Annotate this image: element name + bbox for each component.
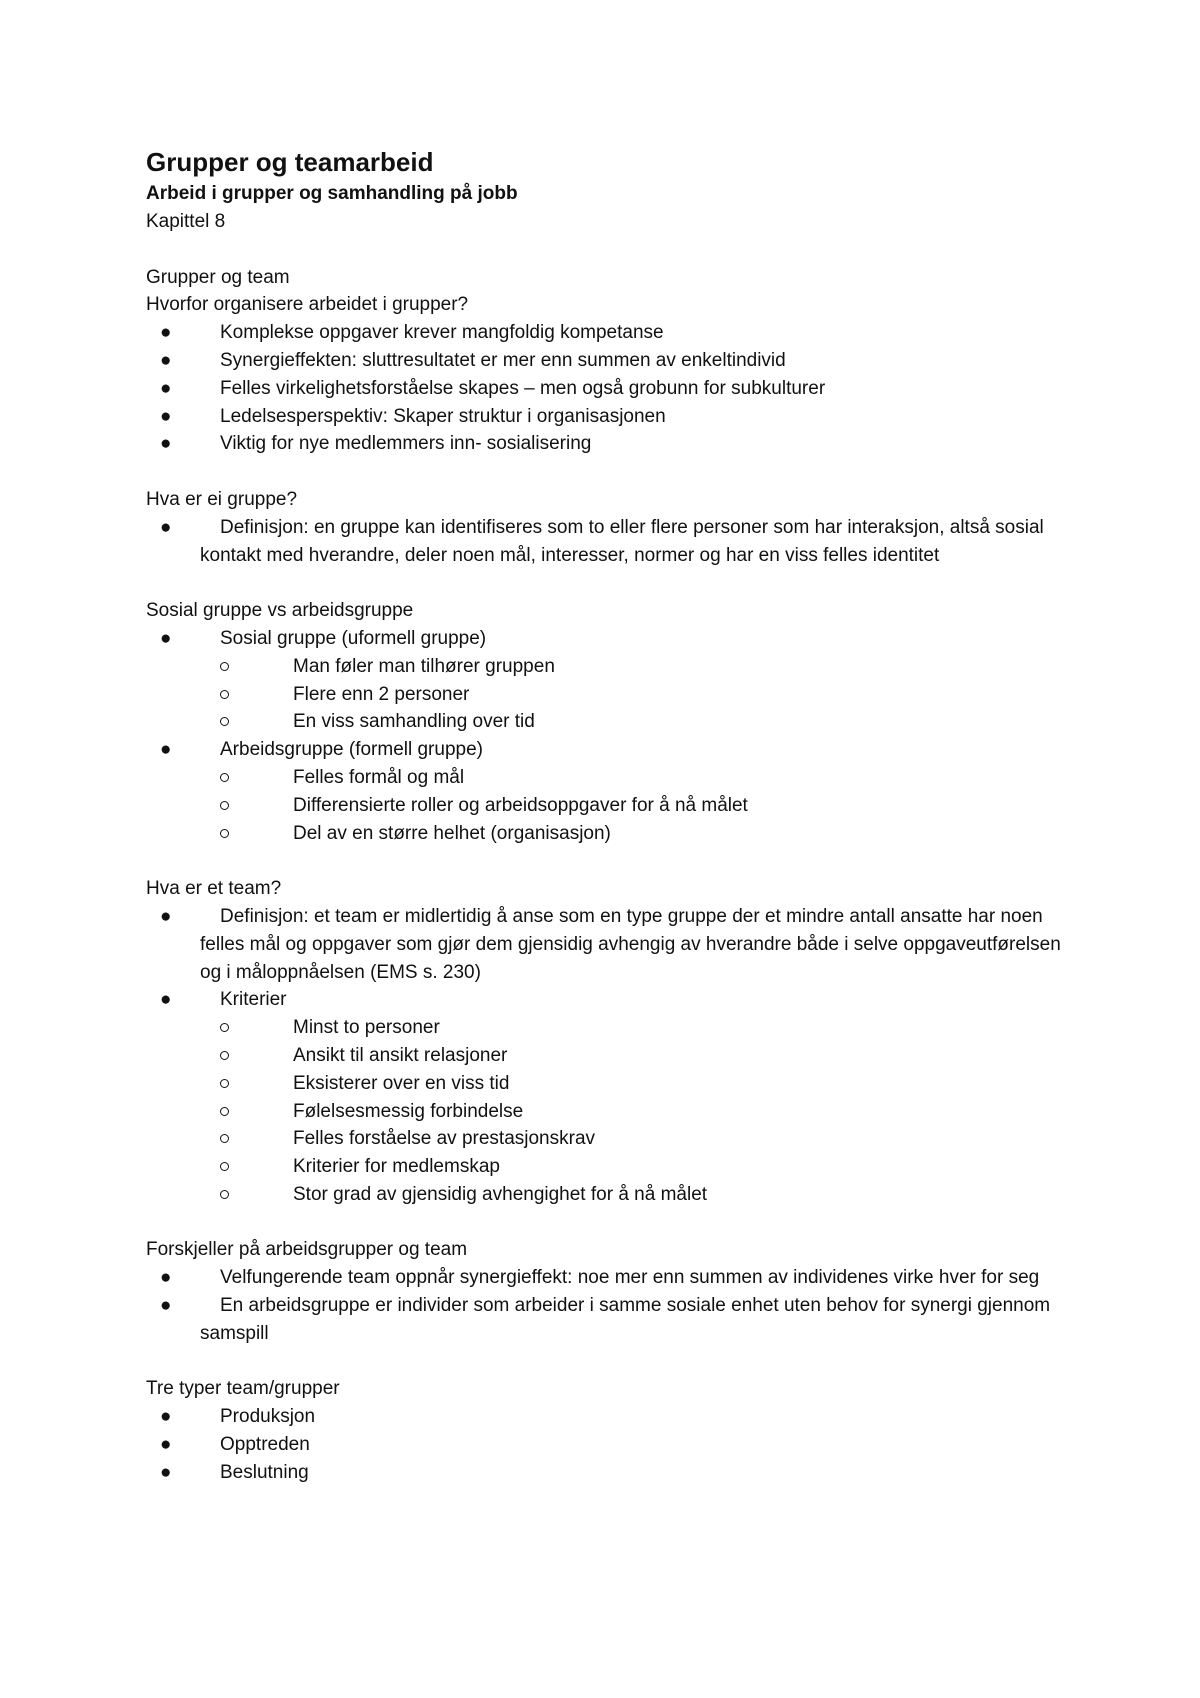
list-item: ● Viktig for nye medlemmers inn- sosialisering — [146, 430, 1076, 458]
bullet-icon: ● — [160, 627, 172, 649]
list-item: ● Synergieffekten: sluttresultatet er mer enn summen av enkeltindivid — [146, 347, 1076, 375]
list-item: ● Opptreden — [146, 1431, 1076, 1459]
spacer — [146, 847, 1076, 875]
section-heading: Forskjeller på arbeidsgrupper og team — [146, 1239, 468, 1261]
spacer — [146, 1209, 1076, 1237]
circle-bullet-icon — [220, 1051, 229, 1060]
list-item: ● Velfungerende team oppnår synergieffekt: noe mer enn summen av individenes virke hver for seg — [146, 1264, 1076, 1292]
circle-bullet-icon — [220, 1023, 229, 1032]
sub-list-item: Del av en større helhet (organisasjon) — [146, 820, 1076, 848]
circle-bullet-icon — [220, 1190, 229, 1199]
sub-list-item: Kriterier for medlemskap — [146, 1153, 1076, 1181]
bullet-icon: ● — [160, 349, 172, 371]
bullet-list — [146, 1403, 1076, 1486]
list-item: ● En arbeidsgruppe er individer som arbeider i samme sosiale enhet uten behov for synergi gjennom samspill — [146, 1292, 1076, 1348]
list-item: ● Sosial gruppe (uformell gruppe) — [146, 625, 1076, 653]
section-heading: Grupper og team — [146, 266, 290, 288]
sub-list-item: Stor grad av gjensidig avhengighet for å nå målet — [146, 1181, 1076, 1209]
list-item: ● Komplekse oppgaver krever mangfoldig kompetanse — [146, 319, 1076, 347]
bullet-icon: ● — [160, 433, 172, 455]
sub-list-item: Eksisterer over en viss tid — [146, 1070, 1076, 1098]
list-item: ● Kriterier — [146, 986, 1076, 1014]
spacer — [146, 236, 1076, 264]
sub-list-item: Ansikt til ansikt relasjoner — [146, 1042, 1076, 1070]
bullet-icon: ● — [160, 405, 172, 427]
bullet-icon: ● — [160, 322, 172, 344]
sub-list-item: Følelsesmessig forbindelse — [146, 1098, 1076, 1126]
circle-bullet-icon — [220, 690, 229, 699]
circle-bullet-icon — [220, 829, 229, 838]
sub-list-item: Felles formål og mål — [146, 764, 1076, 792]
list-item: ● Produksjon — [146, 1403, 1076, 1431]
bullet-icon: ● — [160, 1461, 172, 1483]
bullet-icon: ● — [160, 377, 172, 399]
document-content — [146, 146, 1076, 1487]
bullet-list — [146, 625, 1076, 847]
document-subtitle: Arbeid i grupper og samhandling på jobb — [146, 183, 518, 204]
sub-list-item: Differensierte roller og arbeidsoppgaver for å nå målet — [146, 792, 1076, 820]
bullet-icon: ● — [160, 739, 172, 761]
bullet-list — [146, 903, 1076, 1209]
bullet-icon: ● — [160, 1267, 172, 1289]
bullet-list — [146, 1264, 1076, 1347]
list-item: ● Ledelsesperspektiv: Skaper struktur i organisasjonen — [146, 403, 1076, 431]
section-question: Hvorfor organisere arbeidet i grupper? — [146, 294, 469, 316]
bullet-list — [146, 514, 1076, 570]
list-item: ● Arbeidsgruppe (formell gruppe) — [146, 736, 1076, 764]
sub-list-item: Felles forståelse av prestasjonskrav — [146, 1125, 1076, 1153]
section-heading: Tre typer team/grupper — [146, 1378, 340, 1400]
list-item: ● Beslutning — [146, 1459, 1076, 1487]
document-title: Grupper og teamarbeid — [146, 147, 434, 177]
bullet-icon: ● — [160, 989, 172, 1011]
circle-bullet-icon — [220, 1079, 229, 1088]
circle-bullet-icon — [220, 1162, 229, 1171]
circle-bullet-icon — [220, 773, 229, 782]
sub-list-item: Man føler man tilhører gruppen — [146, 653, 1076, 681]
circle-bullet-icon — [220, 1107, 229, 1116]
list-item: ● Felles virkelighetsforståelse skapes – men også grobunn for subkulturer — [146, 375, 1076, 403]
circle-bullet-icon — [220, 717, 229, 726]
circle-bullet-icon — [220, 1134, 229, 1143]
sub-list-item: En viss samhandling over tid — [146, 708, 1076, 736]
bullet-icon: ● — [160, 1295, 172, 1317]
bullet-icon: ● — [160, 516, 172, 538]
section-heading: Hva er et team? — [146, 878, 282, 900]
spacer — [146, 458, 1076, 486]
circle-bullet-icon — [220, 662, 229, 671]
list-item: ● Definisjon: en gruppe kan identifiseres som to eller flere personer som har interaksjon, altså sosial kontakt med hverandre, deler noen mål, interesser, normer og har en viss felles identitet — [146, 514, 1076, 570]
sub-list-item: Minst to personer — [146, 1014, 1076, 1042]
sub-list-item: Flere enn 2 personer — [146, 681, 1076, 709]
bullet-list — [146, 319, 1076, 458]
chapter-label: Kapittel 8 — [146, 211, 226, 232]
bullet-icon: ● — [160, 1434, 172, 1456]
bullet-icon: ● — [160, 905, 172, 927]
section-heading: Hva er ei gruppe? — [146, 488, 298, 510]
spacer — [146, 569, 1076, 597]
section-heading: Sosial gruppe vs arbeidsgruppe — [146, 600, 414, 622]
spacer — [146, 1348, 1076, 1376]
circle-bullet-icon — [220, 801, 229, 810]
list-item: ● Definisjon: et team er midlertidig å anse som en type gruppe der et mindre antall ansatte har noen felles mål og oppgaver som gjør dem gjensidig avhengig av hverandre både i selve oppgaveutførelsen og i måloppnåelsen (EMS s. 230) — [146, 903, 1076, 986]
bullet-icon: ● — [160, 1406, 172, 1428]
